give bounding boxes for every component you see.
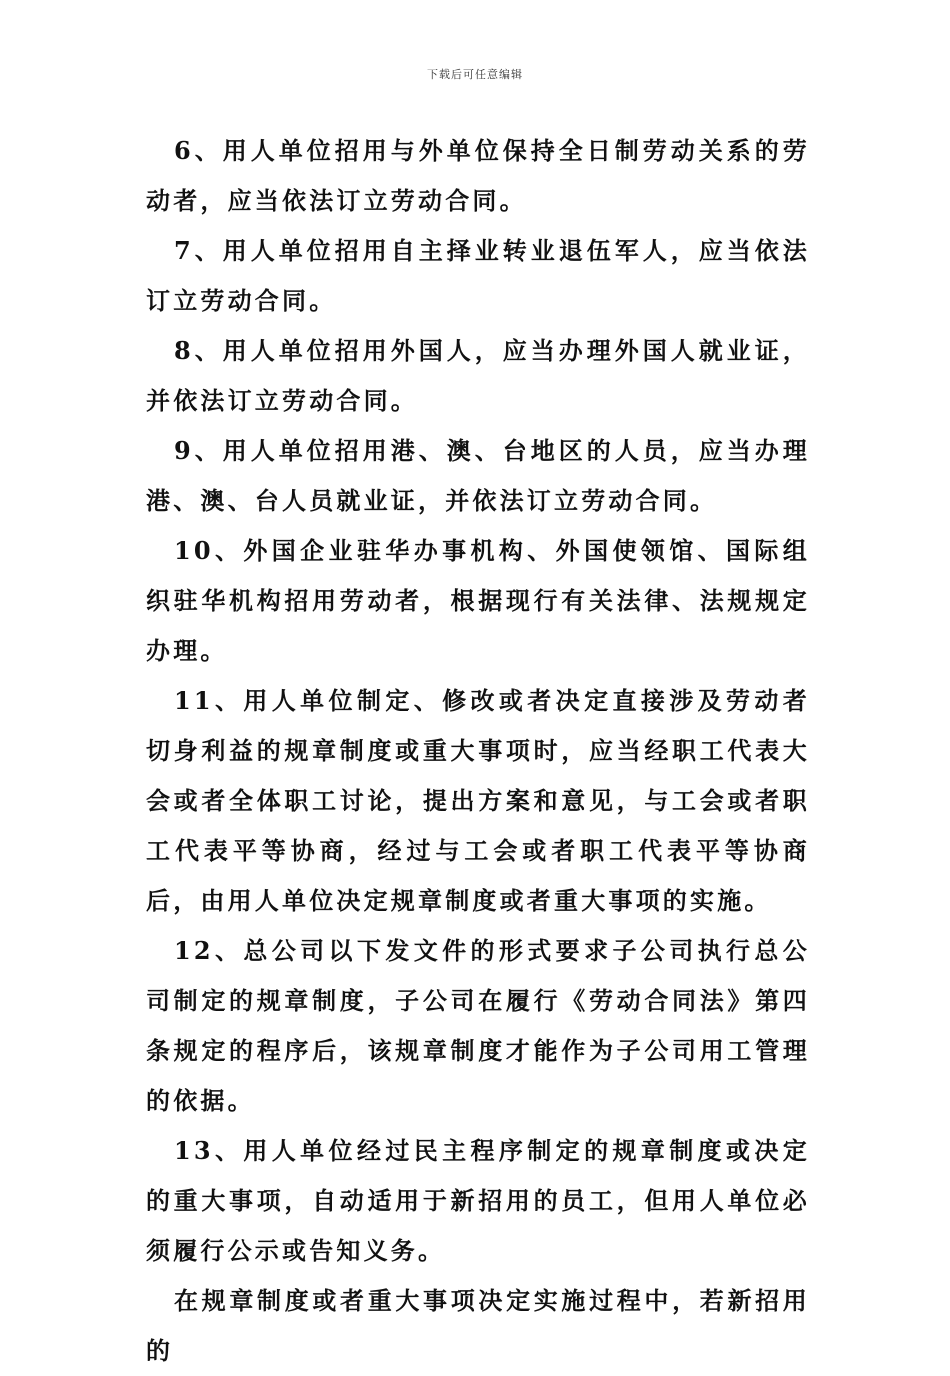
- paragraph-continuation: 在规章制度或者重大事项决定实施过程中，若新招用的: [146, 1286, 810, 1365]
- paragraph-item-6: 6、用人单位招用与外单位保持全日制劳动关系的劳动者，应当依法订立劳动合同。: [146, 136, 810, 215]
- paragraph-item-9: 9、用人单位招用港、澳、台地区的人员，应当办理港、澳、台人员就业证，并依法订立劳动合同。: [146, 436, 810, 515]
- editable-download-note: 下载后可任意编辑: [427, 68, 523, 81]
- document-body: [146, 126, 810, 1376]
- paragraph-item-13: 13、用人单位经过民主程序制定的规章制度或决定的重大事项，自动适用于新招用的员工，但用人单位必须履行公示或告知义务。: [146, 1136, 810, 1265]
- paragraph-item-8: 8、用人单位招用外国人，应当办理外国人就业证，并依法订立劳动合同。: [146, 336, 810, 415]
- paragraph-item-12: 12、总公司以下发文件的形式要求子公司执行总公司制定的规章制度，子公司在履行《劳动合同法》第四条规定的程序后，该规章制度才能作为子公司用工管理的依据。: [146, 936, 810, 1115]
- paragraph-item-7: 7、用人单位招用自主择业转业退伍军人，应当依法订立劳动合同。: [146, 236, 810, 315]
- paragraph-item-10: 10、外国企业驻华办事机构、外国使领馆、国际组织驻华机构招用劳动者，根据现行有关法律、法规规定办理。: [146, 536, 810, 665]
- paragraph-item-11: 11、用人单位制定、修改或者决定直接涉及劳动者切身利益的规章制度或重大事项时，应当经职工代表大会或者全体职工讨论，提出方案和意见，与工会或者职工代表平等协商，经过与工会或者职工代表平等协商后，由用人单位决定规章制度或者重大事项的实施。: [146, 686, 810, 915]
